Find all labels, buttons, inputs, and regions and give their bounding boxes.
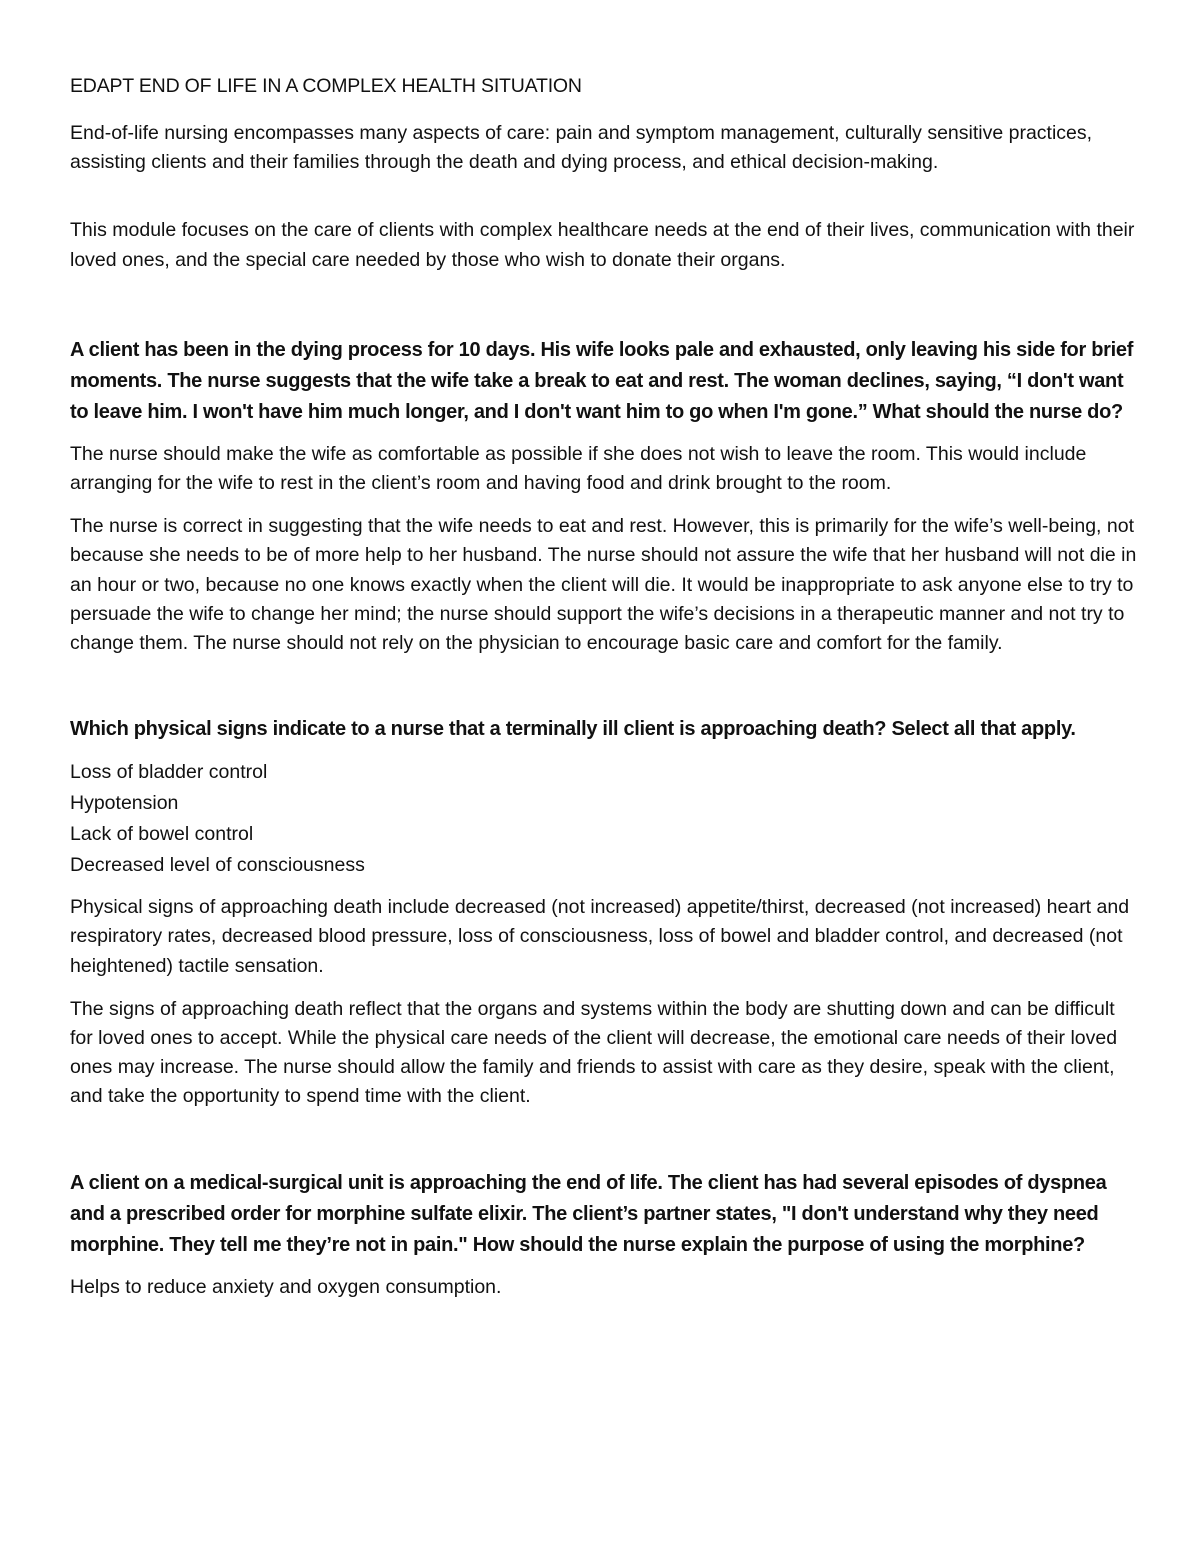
answer-option: Lack of bowel control [70,823,254,846]
answer-paragraph-2-2: The signs of approaching death reflect that the organs and systems within the body are shutting down and can be difficult for loved ones to accept. While the physical care needs of the client will decrease, the emotional care needs of their loved ones may increase. The nurse should allow the family and friends to assist with care as they desire, speak with the client, and take the opportunity to spend time with the client. [70,997,1118,1108]
document-title: EDAPT END OF LIFE IN A COMPLEX HEALTH SITUATION [70,75,582,97]
answer-option: Loss of bladder control [70,761,268,784]
answer-option: Decreased level of consciousness [70,854,365,877]
question-text-2: Which physical signs indicate to a nurse that a terminally ill client is approaching death? Select all that apply. [70,718,1076,741]
answer-paragraph-1-2: The nurse is correct in suggesting that the wife needs to eat and rest. However, this is primarily for the wife’s well-being, not because she needs to be of more help to her husband. The nurse should not assure the wife that her husband will not die in an hour or two, because no one knows exactly when the client will die. It would be inappropriate to ask anyone else to try to persuade the wife to change her mind; the nurse should support the wife’s decisions in a therapeutic manner and not try to change them. The nurse should not rely on the physician to encourage basic care and comfort for the family. [70,515,1137,655]
intro-paragraph-1: End-of-life nursing encompasses many aspects of care: pain and symptom management, culturally sensitive practices, assisting clients and their families through the death and dying process, and ethical decision-making. [70,122,1093,174]
answer-paragraph-2-1: Physical signs of approaching death include decreased (not increased) appetite/thirst, decreased (not increased) heart and respiratory rates, decreased blood pressure, loss of consciousness, loss of bowel and bladder control, and decreased (not heightened) tactile sensation. [70,896,1130,977]
answer-paragraph-1-1: The nurse should make the wife as comfortable as possible if she does not wish to leave the room. This would include arranging for the wife to rest in the client’s room and having food and drink brought to the room. [70,442,1087,495]
answer-paragraph-3-1: Helps to reduce anxiety and oxygen consumption. [70,1275,502,1298]
question-block-3 [70,1168,1140,1302]
question-text-1: A client has been in the dying process for 10 days. His wife looks pale and exhausted, only leaving his side for brief moments. The nurse suggests that the wife take a break to eat and rest. The woman declines, saying, “I don't want to leave him. I won't have him much longer, and I don't want him to go when I'm gone.” What should the nurse do? [70,338,1134,423]
question-block-2 [70,714,1140,1111]
answer-option: Hypotension [70,792,179,815]
question-text-3: A client on a medical-surgical unit is approaching the end of life. The client has had several episodes of dyspnea and a prescribed order for morphine sulfate elixir. The client’s partner states, "I don't understand why they need morphine. They tell me they’re not in pain." How should the nurse explain the purpose of using the morphine? [70,1171,1107,1256]
answer-options-list [70,757,1140,881]
question-block-1 [70,335,1140,658]
document-page [70,72,1140,1316]
intro-paragraph-2: This module focuses on the care of clients with complex healthcare needs at the end of their lives, communication with their loved ones, and the special care needed by those who wish to donate their organs. [70,219,1135,271]
